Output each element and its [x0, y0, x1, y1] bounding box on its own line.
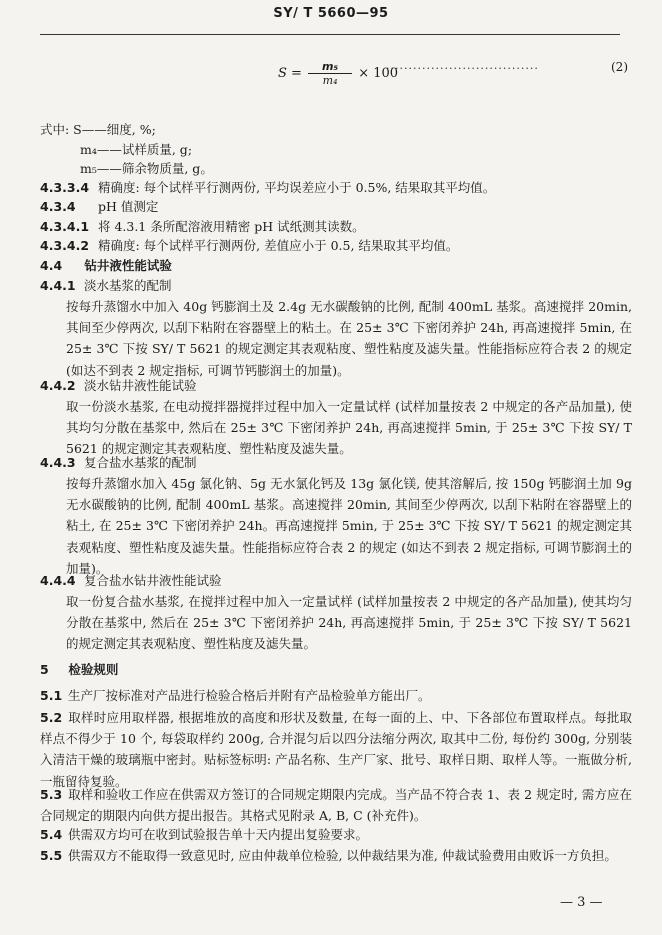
- section-title: 检验规则: [68, 662, 119, 677]
- paragraph-text: 按每升蒸馏水加入 45g 氯化钠、5g 无水氯化钙及 13g 氯化镁, 使其溶解后, 按 150g 钙膨润土加 9g 无水碳酸钠的比例, 配制 400mL 基浆。高速搅拌 20min, 其间至少停两次, 以刮下粘附在容器壁上的粘土, 在 25± 3℃ 下密闭养护 24h。再高速搅拌 5min, 于 25± 3℃ 下按 SY/ T 5621 的规定测定其表观粘度、塑性粘度及滤失量。性能指标应符合表 2 的规定 (如达不到表 2 规定指标, 可调节膨润土的加量)。: [66, 476, 632, 576]
- formula-fraction: [308, 60, 352, 87]
- formula-lhs: S =: [278, 66, 302, 81]
- clause-4-4-4-heading: [40, 573, 632, 589]
- clause-number: 4.3.3.4: [40, 180, 90, 195]
- definition-line-1: 式中: S——细度, %;: [40, 122, 156, 137]
- clause-number: 4.4.1: [40, 278, 76, 293]
- clause-4-3-4-2: [40, 238, 632, 254]
- clause-4-3-4-1: [40, 219, 632, 235]
- clause-4-4-2-heading: [40, 378, 632, 394]
- formula-multiplier: × 100: [358, 66, 399, 81]
- clause-text: 供需双方不能取得一致意见时, 应由仲裁单位检验, 以仲裁结果为准, 仲裁试验费用由败诉一方负担。: [68, 848, 617, 863]
- clause-text: 精确度: 每个试样平行测两份, 差值应小于 0.5, 结果取其平均值。: [97, 238, 459, 253]
- clause-text: pH 值测定: [97, 199, 159, 214]
- section-4-4-heading: [40, 258, 632, 274]
- clause-text: 将 4.3.1 条所配溶液用精密 pH 试纸测其读数。: [97, 219, 365, 234]
- clause-4-3-3-4: [40, 180, 632, 196]
- clause-text: 取样和验收工作应在供需双方签订的合同规定期限内完成。当产品不符合表 1、表 2 规定时, 需方应在合同规定的期限内向供方提出报告。其格式见附录 A, B, C (补充件)。: [40, 787, 632, 824]
- formula-leader-dots: ··································: [386, 62, 539, 75]
- clause-4-3-4: [40, 199, 632, 215]
- clause-title: 复合盐水钻井液性能试验: [83, 573, 222, 588]
- clause-number: 4.3.4: [40, 199, 76, 214]
- paragraph-text: 按每升蒸馏水中加入 40g 钙膨润土及 2.4g 无水碳酸钠的比例, 配制 400mL 基浆。高速搅拌 20min, 其间至少停两次, 以刮下粘附在容器壁上的粘土。在 25± 3℃ 下密闭养护 24h, 再高速搅拌 5min, 在 25± 3℃ 下按 SY/ T 5621 的规定测定其表观粘度、塑性粘度及滤失量。性能指标应符合表 2 的规定 (如达不到表 2 规定指标, 可调节钙膨润土的加量)。: [66, 299, 632, 378]
- clause-5-4: [40, 824, 632, 845]
- clause-4-4-1-body: [40, 296, 632, 381]
- clause-5-1: [40, 685, 632, 706]
- section-5-heading: [40, 662, 632, 678]
- clause-number: 5.3: [40, 787, 63, 802]
- section-title: 钻井液性能试验: [84, 258, 172, 273]
- clause-number: 5.5: [40, 848, 63, 863]
- clause-text: 精确度: 每个试样平行测两份, 平均误差应小于 0.5%, 结果取其平均值。: [97, 180, 496, 195]
- page-number: — 3 —: [560, 895, 603, 910]
- formula-denominator: m₄: [322, 74, 338, 87]
- clause-4-4-3-body: [40, 473, 632, 579]
- definition-line-3: m₅——筛余物质量, g。: [80, 161, 213, 176]
- formula-numerator: m₅: [308, 60, 352, 74]
- clause-title: 淡水基浆的配制: [83, 278, 172, 293]
- clause-title: 复合盐水基浆的配制: [83, 455, 197, 470]
- clause-4-4-4-body: [40, 591, 632, 655]
- section-number: 4.4: [40, 258, 63, 273]
- clause-text: 取样时应用取样器, 根据堆放的高度和形状及数量, 在每一面的上、中、下各部位布置取样点。每批取样点不得少于 10 个, 每袋取样约 200g, 合并混匀后以四分法缩分两次, 取其中二份, 每份约 300g, 分别装入清洁干燥的玻璃瓶中密封。贴标签标明: 产品名称、生产厂家、批号、取样日期、取样人等。一瓶做分析, 一瓶留待复验。: [40, 710, 632, 789]
- paragraph-text: 取一份淡水基浆, 在电动搅拌器搅拌过程中加入一定量试样 (试样加量按表 2 中规定的各产品加量), 使其均匀分散在基浆中, 然后在 25± 3℃ 下密闭养护 24h, 再高速搅拌 5min, 于 25± 3℃ 下按 SY/ T 5621 的规定测定其表观粘度、塑性粘度及滤失量。: [66, 399, 632, 457]
- clause-text: 生产厂按标准对产品进行检验合格后并附有产品检验单方能出厂。: [68, 688, 431, 703]
- clause-number: 5.4: [40, 827, 63, 842]
- fineness-formula: [278, 60, 398, 87]
- clause-5-3: [40, 784, 632, 826]
- clause-4-4-2-body: [40, 396, 632, 460]
- clause-number: 4.3.4.1: [40, 219, 90, 234]
- equation-number: (2): [611, 60, 628, 74]
- definition-line-2: m₄——试样质量, g;: [80, 142, 193, 157]
- clause-number: 5.2: [40, 710, 63, 725]
- header-rule: [40, 34, 620, 35]
- clause-4-4-1-heading: [40, 278, 632, 294]
- clause-number: 4.4.2: [40, 378, 76, 393]
- clause-5-2: [40, 707, 632, 792]
- clause-number: 4.4.3: [40, 455, 76, 470]
- clause-5-5: [40, 845, 632, 866]
- paragraph-text: 取一份复合盐水基浆, 在搅拌过程中加入一定量试样 (试样加量按表 2 中规定的各产品加量), 使其均匀分散在基浆中, 然后在 25± 3℃ 下密闭养护 24h, 再高速搅拌 5min, 于 25± 3℃ 下按 SY/ T 5621 的规定测定其表观粘度、塑性粘度及滤失量。: [66, 594, 632, 652]
- clause-number: 4.4.4: [40, 573, 76, 588]
- clause-number: 4.3.4.2: [40, 238, 90, 253]
- standard-code-header: SY/ T 5660—95: [273, 6, 389, 21]
- clause-text: 供需双方均可在收到试验报告单十天内提出复验要求。: [68, 827, 369, 842]
- clause-4-4-3-heading: [40, 455, 632, 471]
- section-number: 5: [40, 662, 49, 677]
- clause-title: 淡水钻井液性能试验: [83, 378, 197, 393]
- clause-number: 5.1: [40, 688, 63, 703]
